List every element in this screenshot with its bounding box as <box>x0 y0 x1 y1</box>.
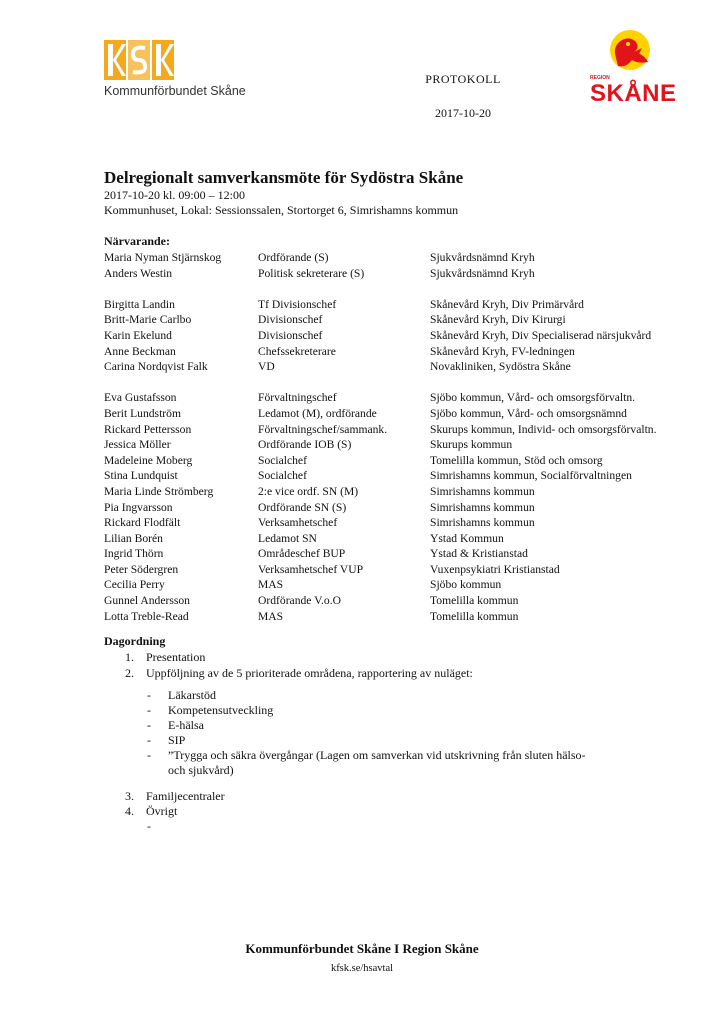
agenda-subitem-text: ”Trygga och säkra övergångar (Lagen om samverkan vid utskrivning från sluten hälso- <box>168 748 586 762</box>
region-logo-text: SKÅNE <box>590 80 677 107</box>
attendee-name: Berit Lundström <box>104 406 181 420</box>
ksk-logo-text: Kommunförbundet Skåne <box>104 84 246 98</box>
agenda-subitem-text: Kompetensutveckling <box>168 703 274 717</box>
attendee-organization: Ystad Kommun <box>430 531 504 545</box>
attendee-name: Carina Nordqvist Falk <box>104 360 208 374</box>
attendee-role: Divisionschef <box>258 313 323 327</box>
attendee-role: Ledamot SN <box>258 531 317 545</box>
attendee-role: MAS <box>258 578 284 592</box>
agenda-subitem-dash: - <box>147 703 151 717</box>
attendee-name: Rickard Flodfält <box>104 516 181 530</box>
attendee-role: Ordförande (S) <box>258 251 329 264</box>
agenda-subitem-text: Läkarstöd <box>168 688 216 702</box>
agenda-item-text: Familjecentraler <box>146 789 225 803</box>
attendee-name: Gunnel Andersson <box>104 594 190 608</box>
attendee-row <box>104 406 704 422</box>
meeting-title: Delregionalt samverkansmöte för Sydöstra Skåne <box>104 168 464 187</box>
footer-link-wrapper <box>0 963 724 974</box>
footer-link[interactable]: kfsk.se/hsavtal <box>330 963 394 974</box>
agenda-item-text: Uppföljning av de 5 prioriterade områdena, rapportering av nuläget: <box>146 666 473 680</box>
attendee-name: Jessica Möller <box>104 438 171 452</box>
attendee-role: Ordförande V.o.O <box>258 594 341 608</box>
kommunforbundet-skane-logo <box>104 40 246 102</box>
attendee-role: Tf Divisionschef <box>258 297 337 311</box>
attendee-organization: Skånevård Kryh, Div Specialiserad närsjukvård <box>430 328 652 342</box>
agenda-trailing-dash: - <box>147 819 151 833</box>
attendee-organization: Novakliniken, Sydöstra Skåne <box>430 360 571 374</box>
attendee-organization: Tomelilla kommun <box>430 609 519 623</box>
attendee-organization: Skånevård Kryh, Div Primärvård <box>430 297 584 311</box>
agenda-item-text: Övrigt <box>146 804 178 818</box>
attendee-row <box>104 609 704 625</box>
attendee-organization: Tomelilla kommun, Stöd och omsorg <box>430 453 603 467</box>
attendee-role: Verksamhetschef <box>258 516 338 530</box>
document-type: PROTOKOLL <box>425 72 501 86</box>
attendee-name: Lilian Borén <box>104 531 163 545</box>
agenda-subitem-text: och sjukvård) <box>168 763 234 777</box>
attendee-role: Ordförande IOB (S) <box>258 438 352 452</box>
attendee-role: Chefssekreterare <box>258 344 336 358</box>
footer-title: Kommunförbundet Skåne I Region Skåne <box>245 941 479 956</box>
attendee-row <box>104 593 704 609</box>
region-skane-logo <box>578 28 677 107</box>
attendee-row <box>104 437 704 453</box>
attendee-role: Förvaltningschef/sammank. <box>258 422 388 436</box>
agenda-item-text: Presentation <box>146 650 206 664</box>
attendee-row <box>104 562 704 578</box>
agenda-item-number: 1. <box>125 650 134 664</box>
attendee-row <box>104 546 704 562</box>
agenda-item-number: 3. <box>125 789 134 803</box>
attendee-row <box>104 468 704 484</box>
attendee-organization: Sjukvårdsnämnd Kryh <box>430 251 535 264</box>
attendee-organization: Ystad & Kristianstad <box>430 547 528 561</box>
attendee-row <box>104 422 704 438</box>
attendee-organization: Sjukvårdsnämnd Kryh <box>430 266 535 280</box>
attendee-name: Birgitta Landin <box>104 297 175 311</box>
attendee-row <box>104 390 704 406</box>
attendee-row <box>104 328 704 344</box>
document-date: 2017-10-20 <box>435 106 491 120</box>
attendee-row <box>104 531 704 547</box>
ksk-letter-s <box>128 40 150 80</box>
attendee-role: MAS <box>258 609 284 623</box>
attendee-row <box>104 297 704 313</box>
attendee-role: Områdeschef BUP <box>258 547 346 561</box>
attendee-group-spacer <box>104 375 704 391</box>
attendee-organization: Vuxenpsykiatri Kristianstad <box>430 562 560 576</box>
attendee-organization: Simrishamns kommun, Socialförvaltningen <box>430 469 632 483</box>
ksk-letter-k1 <box>104 40 126 80</box>
attendance-heading: Närvarande: <box>104 234 170 248</box>
attendee-name: Ingrid Thörn <box>104 547 164 561</box>
ksk-letter-k2 <box>152 40 174 80</box>
agenda-subitem-text: E-hälsa <box>168 718 204 732</box>
attendee-organization: Simrishamns kommun <box>430 500 535 514</box>
agenda-subitem-dash: - <box>147 718 151 732</box>
agenda-subitem-dash: - <box>147 688 151 702</box>
attendee-role: Ledamot (M), ordförande <box>258 406 377 420</box>
attendee-row <box>104 500 704 516</box>
attendee-organization: Skurups kommun <box>430 438 513 452</box>
attendee-row <box>104 266 704 282</box>
attendee-row <box>104 250 704 266</box>
attendee-row <box>104 344 704 360</box>
attendee-row <box>104 359 704 375</box>
attendee-name: Maria Linde Strömberg <box>104 484 214 498</box>
attendee-list <box>104 250 704 624</box>
region-logo-small-text: REGION <box>590 75 610 81</box>
attendee-role: VD <box>258 360 275 374</box>
attendee-name: Peter Södergren <box>104 562 179 576</box>
attendee-role: 2:e vice ordf. SN (M) <box>258 484 359 498</box>
attendee-name: Britt-Marie Carlbo <box>104 313 192 327</box>
attendee-organization: Sjöbo kommun <box>430 578 502 592</box>
agenda-heading: Dagordning <box>104 634 166 648</box>
attendee-name: Maria Nyman Stjärnskog <box>104 251 222 264</box>
meeting-location: Kommunhuset, Lokal: Sessionssalen, Stortorget 6, Simrishamns kommun <box>104 203 459 217</box>
meeting-time: 2017-10-20 kl. 09:00 – 12:00 <box>104 188 245 202</box>
attendee-organization: Skånevård Kryh, Div Kirurgi <box>430 313 566 327</box>
agenda-item-number: 2. <box>125 666 134 680</box>
agenda-item-number: 4. <box>125 804 134 818</box>
agenda-subitem-dash: - <box>147 748 151 762</box>
attendee-name: Madeleine Moberg <box>104 453 193 467</box>
attendee-organization: Skånevård Kryh, FV-ledningen <box>430 344 575 358</box>
attendee-name: Rickard Pettersson <box>104 422 192 436</box>
ksk-logo-mark <box>104 40 224 80</box>
attendee-organization: Sjöbo kommun, Vård- och omsorgsnämnd <box>430 406 627 420</box>
attendee-organization: Simrishamns kommun <box>430 484 535 498</box>
attendee-role: Socialchef <box>258 453 307 467</box>
attendee-name: Anne Beckman <box>104 344 176 358</box>
attendee-organization: Tomelilla kommun <box>430 594 519 608</box>
attendee-row <box>104 577 704 593</box>
attendee-group-spacer <box>104 281 704 297</box>
attendee-name: Cecilia Perry <box>104 578 165 592</box>
attendee-organization: Simrishamns kommun <box>430 516 535 530</box>
attendee-row <box>104 312 704 328</box>
attendee-role: Förvaltningschef <box>258 391 337 405</box>
attendee-name: Anders Westin <box>104 266 173 280</box>
attendee-name: Eva Gustafsson <box>104 391 177 405</box>
agenda-subitem-text: SIP <box>168 733 186 747</box>
attendee-organization: Skurups kommun, Individ- och omsorgsförvaltn. <box>430 422 657 436</box>
attendee-role: Verksamhetschef VUP <box>258 562 364 576</box>
attendee-role: Socialchef <box>258 469 307 483</box>
attendee-name: Stina Lundquist <box>104 469 178 483</box>
attendee-row <box>104 453 704 469</box>
attendee-organization: Sjöbo kommun, Vård- och omsorgsförvaltn. <box>430 391 636 405</box>
attendee-row <box>104 515 704 531</box>
attendee-row <box>104 484 704 500</box>
attendee-name: Karin Ekelund <box>104 328 172 342</box>
attendee-role: Politisk sekreterare (S) <box>258 266 365 280</box>
attendee-role: Ordförande SN (S) <box>258 500 347 514</box>
agenda-subitem-dash: - <box>147 733 151 747</box>
attendee-name: Lotta Treble-Read <box>104 609 189 623</box>
attendee-role: Divisionschef <box>258 328 323 342</box>
attendee-name: Pia Ingvarsson <box>104 500 173 514</box>
